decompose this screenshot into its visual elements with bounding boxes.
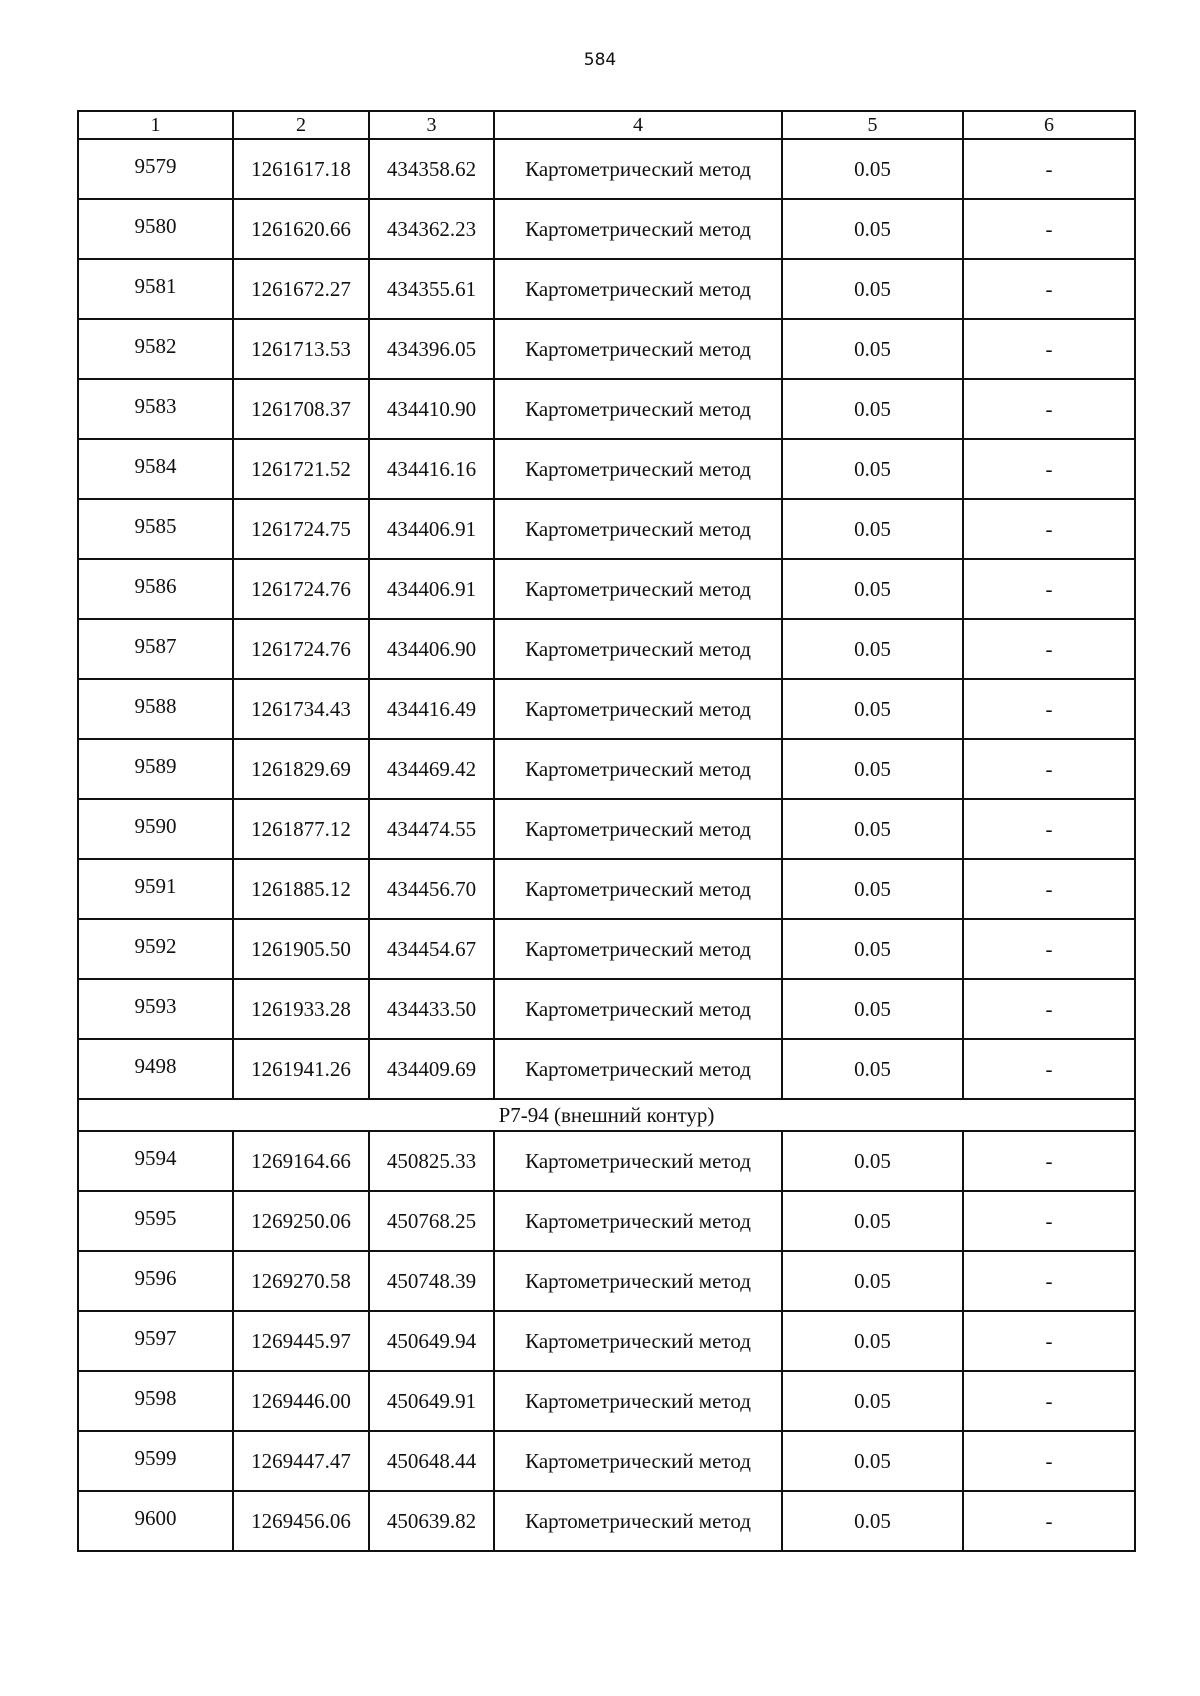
column-header: 6 (963, 111, 1135, 139)
table-row (78, 319, 1135, 379)
y-coordinate-cell: 450639.82 (369, 1491, 494, 1551)
description-cell: - (963, 439, 1135, 499)
description-cell: - (963, 1371, 1135, 1431)
accuracy-cell: 0.05 (782, 799, 963, 859)
description-cell: - (963, 1131, 1135, 1191)
page-number: 584 (583, 50, 617, 70)
table-row (78, 859, 1135, 919)
accuracy-cell: 0.05 (782, 1491, 963, 1551)
point-number-cell: 9592 (78, 919, 233, 979)
description-cell: - (963, 559, 1135, 619)
accuracy-cell: 0.05 (782, 1311, 963, 1371)
method-cell: Картометрический метод (494, 319, 782, 379)
x-coordinate-cell: 1261734.43 (233, 679, 369, 739)
accuracy-cell: 0.05 (782, 919, 963, 979)
table-row (78, 919, 1135, 979)
table-row (78, 139, 1135, 199)
point-number-cell: 9593 (78, 979, 233, 1039)
column-header: 1 (78, 111, 233, 139)
method-cell: Картометрический метод (494, 619, 782, 679)
method-cell: Картометрический метод (494, 1251, 782, 1311)
accuracy-cell: 0.05 (782, 1251, 963, 1311)
point-number-cell: 9591 (78, 859, 233, 919)
method-cell: Картометрический метод (494, 979, 782, 1039)
column-header: 5 (782, 111, 963, 139)
description-cell: - (963, 139, 1135, 199)
method-cell: Картометрический метод (494, 259, 782, 319)
table-row (78, 439, 1135, 499)
description-cell: - (963, 1039, 1135, 1099)
point-number-cell: 9579 (78, 139, 233, 199)
point-number-cell: 9581 (78, 259, 233, 319)
method-cell: Картометрический метод (494, 199, 782, 259)
y-coordinate-cell: 450748.39 (369, 1251, 494, 1311)
table-row (78, 679, 1135, 739)
point-number-cell: 9590 (78, 799, 233, 859)
point-number-cell: 9580 (78, 199, 233, 259)
x-coordinate-cell: 1261617.18 (233, 139, 369, 199)
table-row (78, 379, 1135, 439)
description-cell: - (963, 1251, 1135, 1311)
x-coordinate-cell: 1269270.58 (233, 1251, 369, 1311)
description-cell: - (963, 1191, 1135, 1251)
table-row (78, 1191, 1135, 1251)
accuracy-cell: 0.05 (782, 259, 963, 319)
accuracy-cell: 0.05 (782, 739, 963, 799)
point-number-cell: 9585 (78, 499, 233, 559)
method-cell: Картометрический метод (494, 1311, 782, 1371)
method-cell: Картометрический метод (494, 1371, 782, 1431)
description-cell: - (963, 499, 1135, 559)
x-coordinate-cell: 1261672.27 (233, 259, 369, 319)
accuracy-cell: 0.05 (782, 379, 963, 439)
description-cell: - (963, 619, 1135, 679)
table-row (78, 1039, 1135, 1099)
description-cell: - (963, 799, 1135, 859)
accuracy-cell: 0.05 (782, 199, 963, 259)
description-cell: - (963, 1491, 1135, 1551)
point-number-cell: 9594 (78, 1131, 233, 1191)
point-number-cell: 9599 (78, 1431, 233, 1491)
y-coordinate-cell: 434406.91 (369, 499, 494, 559)
column-header: 3 (369, 111, 494, 139)
x-coordinate-cell: 1269164.66 (233, 1131, 369, 1191)
accuracy-cell: 0.05 (782, 859, 963, 919)
method-cell: Картометрический метод (494, 559, 782, 619)
point-number-cell: 9595 (78, 1191, 233, 1251)
point-number-cell: 9589 (78, 739, 233, 799)
method-cell: Картометрический метод (494, 859, 782, 919)
x-coordinate-cell: 1269447.47 (233, 1431, 369, 1491)
x-coordinate-cell: 1261905.50 (233, 919, 369, 979)
y-coordinate-cell: 434396.05 (369, 319, 494, 379)
accuracy-cell: 0.05 (782, 979, 963, 1039)
y-coordinate-cell: 434456.70 (369, 859, 494, 919)
description-cell: - (963, 1311, 1135, 1371)
table-row (78, 619, 1135, 679)
x-coordinate-cell: 1261877.12 (233, 799, 369, 859)
x-coordinate-cell: 1261620.66 (233, 199, 369, 259)
point-number-cell: 9598 (78, 1371, 233, 1431)
table-row (78, 1431, 1135, 1491)
table-row (78, 739, 1135, 799)
x-coordinate-cell: 1269445.97 (233, 1311, 369, 1371)
column-header: 2 (233, 111, 369, 139)
description-cell: - (963, 1431, 1135, 1491)
y-coordinate-cell: 450648.44 (369, 1431, 494, 1491)
x-coordinate-cell: 1269446.00 (233, 1371, 369, 1431)
x-coordinate-cell: 1261829.69 (233, 739, 369, 799)
method-cell: Картометрический метод (494, 1431, 782, 1491)
y-coordinate-cell: 434416.16 (369, 439, 494, 499)
x-coordinate-cell: 1269250.06 (233, 1191, 369, 1251)
y-coordinate-cell: 434454.67 (369, 919, 494, 979)
x-coordinate-cell: 1261941.26 (233, 1039, 369, 1099)
method-cell: Картометрический метод (494, 679, 782, 739)
x-coordinate-cell: 1269456.06 (233, 1491, 369, 1551)
header-row (78, 111, 1135, 139)
method-cell: Картометрический метод (494, 739, 782, 799)
table-row (78, 1311, 1135, 1371)
y-coordinate-cell: 450649.94 (369, 1311, 494, 1371)
point-number-cell: 9600 (78, 1491, 233, 1551)
description-cell: - (963, 739, 1135, 799)
y-coordinate-cell: 450768.25 (369, 1191, 494, 1251)
table-row (78, 799, 1135, 859)
description-cell: - (963, 259, 1135, 319)
y-coordinate-cell: 434358.62 (369, 139, 494, 199)
table-row (78, 1251, 1135, 1311)
column-header: 4 (494, 111, 782, 139)
table-row (78, 1371, 1135, 1431)
section-row (78, 1099, 1135, 1131)
coordinates-table (77, 110, 1136, 1552)
table-row (78, 1491, 1135, 1551)
x-coordinate-cell: 1261713.53 (233, 319, 369, 379)
accuracy-cell: 0.05 (782, 1191, 963, 1251)
y-coordinate-cell: 434416.49 (369, 679, 494, 739)
point-number-cell: 9587 (78, 619, 233, 679)
accuracy-cell: 0.05 (782, 619, 963, 679)
x-coordinate-cell: 1261708.37 (233, 379, 369, 439)
description-cell: - (963, 319, 1135, 379)
description-cell: - (963, 379, 1135, 439)
x-coordinate-cell: 1261933.28 (233, 979, 369, 1039)
table-row (78, 1131, 1135, 1191)
accuracy-cell: 0.05 (782, 1431, 963, 1491)
point-number-cell: 9582 (78, 319, 233, 379)
method-cell: Картометрический метод (494, 1131, 782, 1191)
y-coordinate-cell: 434410.90 (369, 379, 494, 439)
method-cell: Картометрический метод (494, 379, 782, 439)
accuracy-cell: 0.05 (782, 1039, 963, 1099)
description-cell: - (963, 919, 1135, 979)
method-cell: Картометрический метод (494, 139, 782, 199)
y-coordinate-cell: 434409.69 (369, 1039, 494, 1099)
accuracy-cell: 0.05 (782, 679, 963, 739)
x-coordinate-cell: 1261721.52 (233, 439, 369, 499)
description-cell: - (963, 679, 1135, 739)
y-coordinate-cell: 434433.50 (369, 979, 494, 1039)
accuracy-cell: 0.05 (782, 439, 963, 499)
point-number-cell: 9586 (78, 559, 233, 619)
table-row (78, 259, 1135, 319)
method-cell: Картометрический метод (494, 799, 782, 859)
x-coordinate-cell: 1261885.12 (233, 859, 369, 919)
method-cell: Картометрический метод (494, 439, 782, 499)
x-coordinate-cell: 1261724.76 (233, 619, 369, 679)
table-row (78, 559, 1135, 619)
accuracy-cell: 0.05 (782, 499, 963, 559)
y-coordinate-cell: 434406.91 (369, 559, 494, 619)
method-cell: Картометрический метод (494, 1191, 782, 1251)
y-coordinate-cell: 434469.42 (369, 739, 494, 799)
y-coordinate-cell: 450825.33 (369, 1131, 494, 1191)
table-row (78, 979, 1135, 1039)
y-coordinate-cell: 450649.91 (369, 1371, 494, 1431)
accuracy-cell: 0.05 (782, 1131, 963, 1191)
point-number-cell: 9588 (78, 679, 233, 739)
point-number-cell: 9597 (78, 1311, 233, 1371)
table-body (78, 111, 1135, 1551)
point-number-cell: 9596 (78, 1251, 233, 1311)
accuracy-cell: 0.05 (782, 319, 963, 379)
x-coordinate-cell: 1261724.76 (233, 559, 369, 619)
point-number-cell: 9498 (78, 1039, 233, 1099)
point-number-cell: 9584 (78, 439, 233, 499)
description-cell: - (963, 979, 1135, 1039)
table-row (78, 199, 1135, 259)
table-row (78, 499, 1135, 559)
method-cell: Картометрический метод (494, 1491, 782, 1551)
method-cell: Картометрический метод (494, 919, 782, 979)
accuracy-cell: 0.05 (782, 559, 963, 619)
y-coordinate-cell: 434474.55 (369, 799, 494, 859)
point-number-cell: 9583 (78, 379, 233, 439)
y-coordinate-cell: 434355.61 (369, 259, 494, 319)
accuracy-cell: 0.05 (782, 139, 963, 199)
y-coordinate-cell: 434406.90 (369, 619, 494, 679)
description-cell: - (963, 859, 1135, 919)
accuracy-cell: 0.05 (782, 1371, 963, 1431)
method-cell: Картометрический метод (494, 499, 782, 559)
method-cell: Картометрический метод (494, 1039, 782, 1099)
x-coordinate-cell: 1261724.75 (233, 499, 369, 559)
section-title: Р7-94 (внешний контур) (78, 1099, 1135, 1131)
y-coordinate-cell: 434362.23 (369, 199, 494, 259)
description-cell: - (963, 199, 1135, 259)
